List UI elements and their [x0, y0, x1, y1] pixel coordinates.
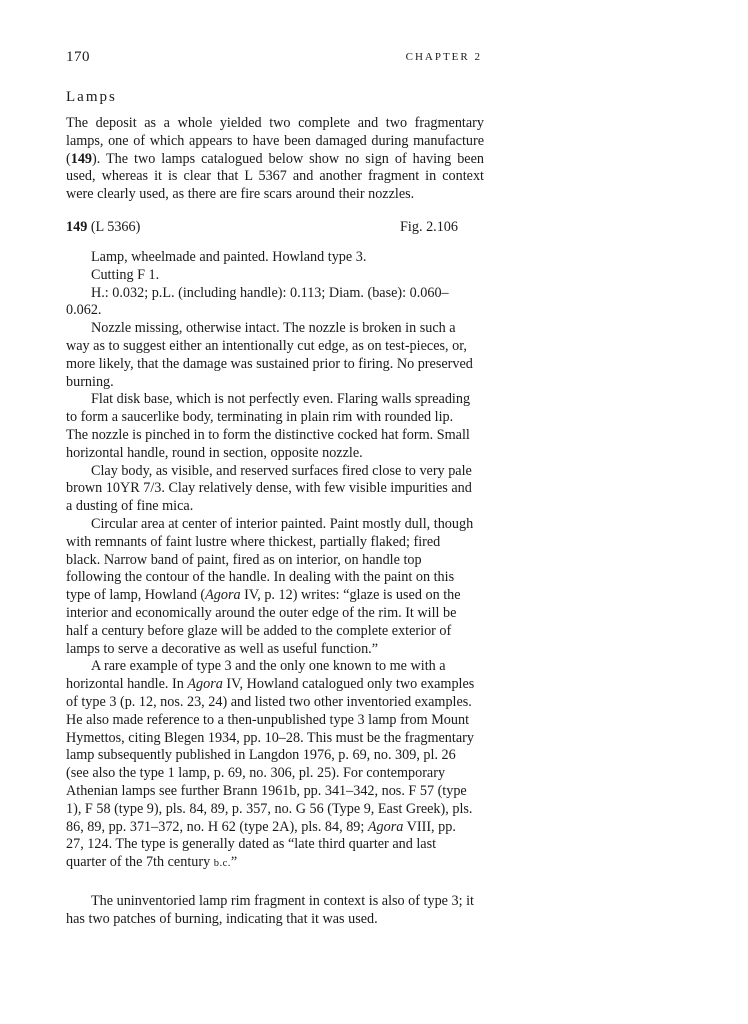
- discussion-text-4: ”: [230, 854, 238, 871]
- agora-title: Agora: [187, 676, 223, 693]
- discussion-text-2: IV, Howland catalogued only two examples of type 3 (p. 12, nos. 23, 24) and listed two other inventoried examples. He also made reference to a then-unpublished type 3 lamp from Mount Hymettos, citing Blegen 1934, pp. 10–28. This must be the fragmentary lamp subsequently published in Langdon 1976, p. 69, no. 309, pl. 26 (see also the type 1 lamp, p. 69, no. 306, pl. 25). For contemporary Athenian lamps see further Brann 1961b, pp. 341–342, nos. F 57 (type 1), F 58 (type 9), pls. 84, 89, p. 357, no. G 56 (Type 9, East Greek), pls. 86, 89, pp. 371–372, no. H 62 (type 2A), pls. 84, 89;: [66, 676, 475, 835]
- intro-paragraph: [66, 115, 484, 204]
- discussion-text-3: VIII, pp. 27, 124. The type is generally dated as “late third quarter and last quarter of the 7th century: [66, 818, 456, 871]
- bc-abbrev: b.c.: [213, 858, 231, 870]
- running-head: CHAPTER 2: [405, 51, 482, 63]
- entry-body: [66, 249, 476, 873]
- entry-id: [66, 219, 140, 236]
- paint-text-1: Circular area at center of interior painted. Paint mostly dull, though with remnants of faint lustre where thickest, partially flaked; fired black. Narrow band of paint, fired as on interior, on handle top following the contour of the handle. In dealing with the paint on this type of lamp, Howland (: [66, 515, 474, 604]
- entry-context: Cutting F 1.: [91, 266, 160, 283]
- entry-description: Lamp, wheelmade and painted. Howland type 3.: [91, 249, 367, 265]
- intro-text-2: ). The two lamps catalogued below show no sign of having been used, whereas it is clear that L 5367 and another fragment in context were clearly used, as there are fire scars around their nozzles.: [66, 150, 484, 203]
- page-number: 170: [66, 49, 90, 65]
- entry-discussion: [66, 658, 476, 873]
- intro-text-1: The deposit as a whole yielded two complete and two fragmentary lamps, one of which appears to have been damaged during manufacture (: [66, 115, 484, 167]
- entry-inventory: (L 5366): [87, 219, 141, 235]
- paint-text-2: IV, p. 12) writes: “glaze is used on the interior and economically around the outer edge of the rim. It will be half a century before glaze will be added to the complete exterior of lamps to serve a decorative as well as useful function.”: [66, 587, 461, 657]
- entry-condition: Nozzle missing, otherwise intact. The nozzle is broken in such a way as to suggest either an intentionally cut edge, as on test-pieces, or, more likely, that the damage was sustained prior to firing. No preserved burning.: [66, 320, 473, 390]
- entry-clay: Clay body, as visible, and reserved surfaces fired close to very pale brown 10YR 7/3. Clay relatively dense, with few visible impurities and a dusting of fine mica.: [66, 462, 472, 515]
- entry-shape: Flat disk base, which is not perfectly even. Flaring walls spreading to form a saucerlike body, terminating in plain rim with rounded lip. The nozzle is pinched in to form the distinctive cocked hat form. Small horizontal handle, round in section, opposite nozzle.: [66, 391, 471, 461]
- closing-text: The uninventoried lamp rim fragment in context is also of type 3; it has two patches of burning, indicating that it was used.: [66, 893, 474, 927]
- section-heading: Lamps: [66, 89, 117, 105]
- entry-dimensions: H.: 0.032; p.L. (including handle): 0.113; Diam. (base): 0.060–0.062.: [66, 284, 449, 319]
- entry-paint: [66, 516, 476, 658]
- agora-title: Agora: [367, 818, 404, 835]
- figure-reference: Fig. 2.106: [400, 219, 458, 235]
- entry-header: [66, 219, 458, 236]
- closing-paragraph: [66, 893, 484, 929]
- entry-number: 149: [66, 219, 88, 235]
- catalogue-ref: 149: [70, 150, 93, 167]
- agora-title: Agora: [205, 587, 241, 604]
- discussion-text-1: A rare example of type 3 and the only one known to me with a horizontal handle. In: [66, 658, 446, 693]
